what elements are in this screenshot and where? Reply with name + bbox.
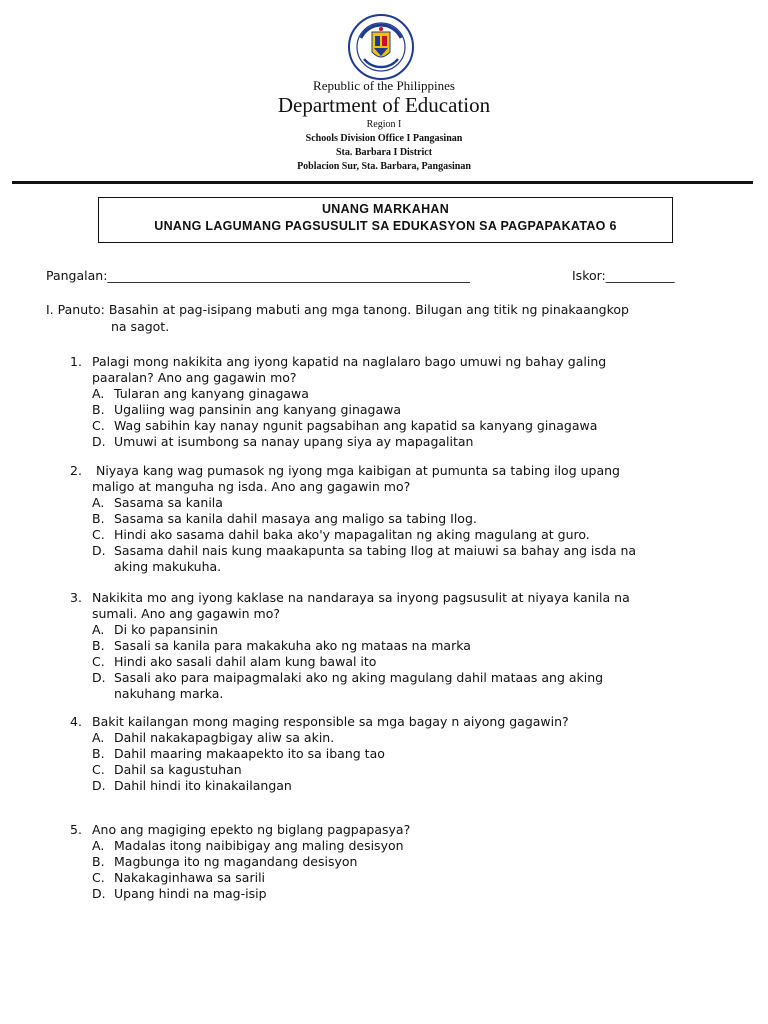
question-line: Bakit kailangan mong maging responsible sa mga bagay n aiyong gagawin? (92, 714, 569, 729)
option-text: Magbunga ito ng magandang desisyon (114, 854, 358, 869)
answer-option[interactable] (70, 543, 730, 575)
exam-title-box (98, 197, 673, 243)
answer-option[interactable] (70, 654, 730, 670)
answer-option[interactable] (70, 495, 730, 511)
option-text: Sasali sa kanila para makakuha ako ng mataas na marka (114, 638, 471, 653)
answer-option[interactable] (70, 622, 730, 638)
option-text: Hindi ako sasali dahil alam kung bawal ito (114, 654, 377, 669)
option-text: Dahil sa kagustuhan (114, 762, 242, 777)
address-label: Poblacion Sur, Sta. Barbara, Pangasinan (297, 161, 471, 172)
option-letter: D. (92, 434, 106, 449)
option-text: Madalas itong naibibigay ang maling desisyon (114, 838, 404, 853)
question-line: Palagi mong nakikita ang iyong kapatid na naglalaro bago umuwi ng bahay galing (92, 354, 607, 369)
answer-option[interactable] (70, 730, 730, 746)
option-text: Dahil maaring makaapekto ito sa ibang tao (114, 746, 385, 761)
division-label: Schools Division Office I Pangasinan (305, 133, 463, 144)
region-label: Region I (366, 119, 402, 130)
option-text: Upang hindi na mag-isip (114, 886, 267, 901)
name-field: Pangalan:__________________________________________________________ (46, 268, 470, 283)
question-text (70, 714, 730, 730)
option-text: Wag sabihin kay nanay ngunit pagsabihan ang kapatid sa kanyang ginagawa (114, 418, 598, 433)
answer-option[interactable] (70, 638, 730, 654)
option-letter: C. (92, 418, 105, 433)
question-line: paaralan? Ano ang gagawin mo? (92, 370, 297, 385)
instructions-line-1: I. Panuto: Basahin at pag-isipang mabuti ang mga tanong. Bilugan ang titik ng pinakaangkop (46, 302, 629, 317)
option-letter: D. (92, 886, 106, 901)
question-text (70, 463, 730, 495)
option-letter: D. (92, 778, 106, 793)
district-label: Sta. Barbara I District (335, 147, 433, 158)
answer-option[interactable] (70, 886, 730, 902)
option-letter: A. (92, 730, 105, 745)
question-line: Nakikita mo ang iyong kaklase na nandaraya sa inyong pagsusulit at niyaya kanila na (92, 590, 630, 605)
option-letter: C. (92, 654, 105, 669)
option-letter: C. (92, 870, 105, 885)
option-text: Sasama sa kanila dahil masaya ang maligo sa tabing Ilog. (114, 511, 477, 526)
option-letter: A. (92, 838, 105, 853)
question-text (70, 590, 730, 622)
question-number: 4. (70, 714, 82, 729)
option-letter: B. (92, 854, 105, 869)
option-letter: A. (92, 386, 105, 401)
answer-option[interactable] (70, 746, 730, 762)
instructions-line-2: na sagot. (111, 319, 170, 334)
question-text (70, 822, 730, 838)
question-number: 5. (70, 822, 82, 837)
answer-option[interactable] (70, 838, 730, 854)
option-letter: B. (92, 511, 105, 526)
answer-option[interactable] (70, 527, 730, 543)
question-line: maligo at manguha ng isda. Ano ang gagawin mo? (92, 479, 411, 494)
option-letter: C. (92, 527, 105, 542)
deped-seal-logo (348, 14, 414, 80)
option-text: Sasama dahil nais kung maakapunta sa tabing Ilog at maiuwi sa bahay ang isda na (114, 543, 637, 558)
question-item (70, 463, 730, 575)
answer-option[interactable] (70, 870, 730, 886)
option-text: nakuhang marka. (114, 686, 224, 701)
question-line: sumali. Ano ang gagawin mo? (92, 606, 280, 621)
department-heading: Department of Education (277, 93, 491, 117)
option-text: Sasali ako para maipagmalaki ako ng aking magulang dahil mataas ang aking (114, 670, 604, 685)
question-number: 1. (70, 354, 82, 369)
question-item (70, 590, 730, 702)
option-text: Umuwi at isumbong sa nanay upang siya ay mapagalitan (114, 434, 474, 449)
answer-option[interactable] (70, 402, 730, 418)
question-line: Niyaya kang wag pumasok ng iyong mga kaibigan at pumunta sa tabing ilog upang (92, 463, 620, 478)
option-letter: A. (92, 622, 105, 637)
republic-heading: Republic of the Philippines (313, 78, 455, 93)
answer-option[interactable] (70, 854, 730, 870)
option-letter: A. (92, 495, 105, 510)
option-text: Dahil nakakapagbigay aliw sa akin. (114, 730, 335, 745)
option-letter: D. (92, 543, 106, 558)
exam-title: UNANG LAGUMANG PAGSUSULIT SA EDUKASYON SA PAGPAPAKATAO 6 (154, 219, 617, 233)
question-line: Ano ang magiging epekto ng biglang pagpapasya? (92, 822, 411, 837)
answer-option[interactable] (70, 670, 730, 702)
option-letter: B. (92, 746, 105, 761)
answer-option[interactable] (70, 511, 730, 527)
option-text: aking makukuha. (114, 559, 222, 574)
question-number: 2. (70, 463, 82, 478)
header-divider (12, 181, 753, 184)
quarter-title: UNANG MARKAHAN (321, 202, 450, 216)
option-text: Hindi ako sasama dahil baka ako'y mapagalitan ng aking magulang at guro. (114, 527, 590, 542)
question-item (70, 714, 730, 794)
answer-option[interactable] (70, 418, 730, 434)
answer-option[interactable] (70, 386, 730, 402)
option-text: Dahil hindi ito kinakailangan (114, 778, 292, 793)
score-field: Iskor:___________ (572, 268, 675, 283)
question-text (70, 354, 730, 386)
answer-option[interactable] (70, 778, 730, 794)
option-text: Nakakaginhawa sa sarili (114, 870, 266, 885)
answer-option[interactable] (70, 762, 730, 778)
option-letter: B. (92, 638, 105, 653)
question-item (70, 354, 730, 450)
option-letter: C. (92, 762, 105, 777)
option-text: Tularan ang kanyang ginagawa (114, 386, 309, 401)
option-letter: B. (92, 402, 105, 417)
option-text: Ugaliing wag pansinin ang kanyang ginagawa (114, 402, 402, 417)
option-letter: D. (92, 670, 106, 685)
option-text: Sasama sa kanila (114, 495, 223, 510)
question-item (70, 822, 730, 902)
question-number: 3. (70, 590, 82, 605)
option-text: Di ko papansinin (114, 622, 218, 637)
answer-option[interactable] (70, 434, 730, 450)
